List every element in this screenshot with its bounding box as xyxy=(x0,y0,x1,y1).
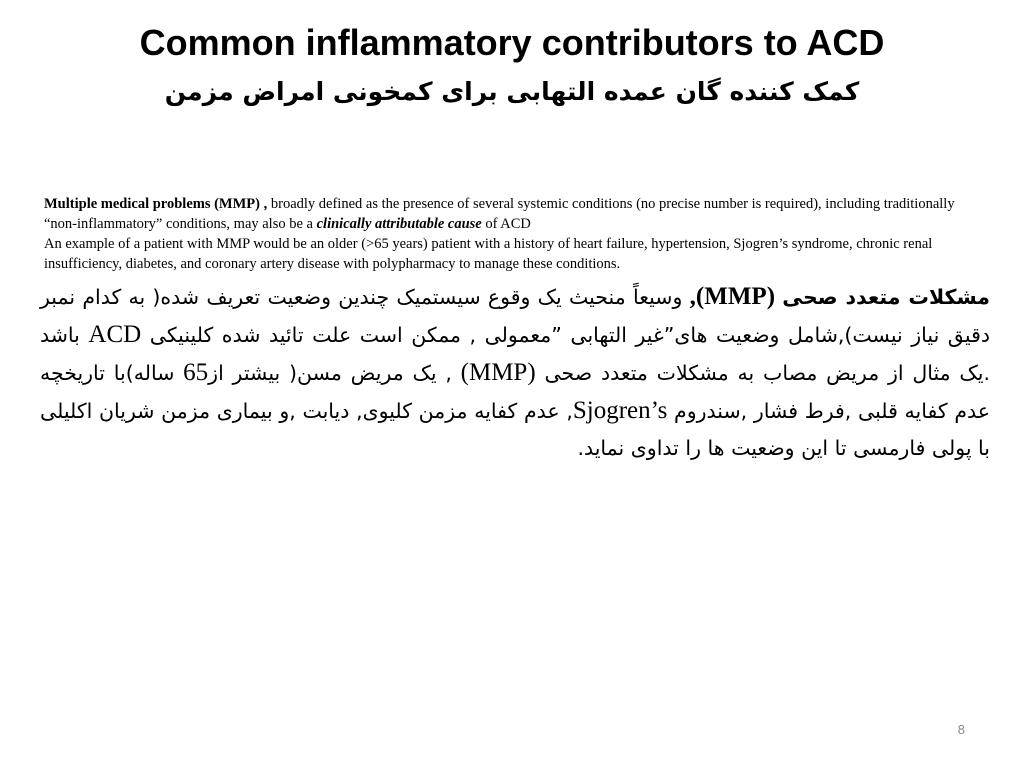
fa-text-b: باشد .یک مثال از مریض مصاب به مشکلات متعدد صحی xyxy=(40,323,990,385)
page-number: 8 xyxy=(957,722,965,737)
fa-text-a: وسیعاً منحیث یک وقوع سیستمیک چندین وضعیت تعریف شده( به کدام نمبر دقیق نیاز نیست),شامل وضعیت های”غیر التهابی ”معمولی , ممکن است علت تائید شده کلینیکی xyxy=(40,285,991,347)
fa-sjogren: Sjogren’s xyxy=(572,397,668,424)
fa-age: 65 xyxy=(183,359,209,386)
persian-text-block xyxy=(40,278,990,467)
fa-mmp-abbrev: (MMP), xyxy=(689,283,776,310)
fa-acd: ACD xyxy=(88,321,142,348)
emphasis-phrase: clinically attributable cause xyxy=(316,216,482,232)
mmp-definition-paragraph xyxy=(44,194,989,234)
mmp-term: Multiple medical problems (MMP) , xyxy=(44,196,268,212)
mmp-definition-text: broadly defined as the presence of several systemic conditions (no precise number is required), including traditionally “non-inflammatory” conditions, may also be a xyxy=(44,196,955,232)
fa-mmp-term: مشکلات متعدد صحی xyxy=(782,285,990,309)
fa-text-c: , یک مریض مسن( بیشتر از xyxy=(208,361,461,385)
fa-text-e: , عدم کفایه مزمن کلیوی, دیابت ,و بیماری مزمن شریان اکلیلی با پولی فارمسی تا این وضعیت ها را تداوی نماید. xyxy=(40,399,990,460)
fa-text-d: ساله)با تاریخچه عدم کفایه قلبی ,فرط فشار ,سندروم xyxy=(40,361,991,423)
fa-mmp-abbrev-2: (MMP) xyxy=(460,359,536,386)
english-text-block xyxy=(44,194,989,274)
mmp-example-paragraph: An example of a patient with MMP would be an older (>65 years) patient with a history of heart failure, hypertension, Sjogren’s syndrome, chronic renal insufficiency, diabetes, and coronary artery disease with polypharmacy to manage these conditions. xyxy=(44,236,933,272)
mmp-definition-tail: of ACD xyxy=(481,216,531,232)
slide-title: Common inflammatory contributors to ACD xyxy=(139,22,885,63)
slide-subtitle-persian: کمک کننده گان عمده التهابی برای کمخونی امراض مزمن xyxy=(164,77,860,106)
